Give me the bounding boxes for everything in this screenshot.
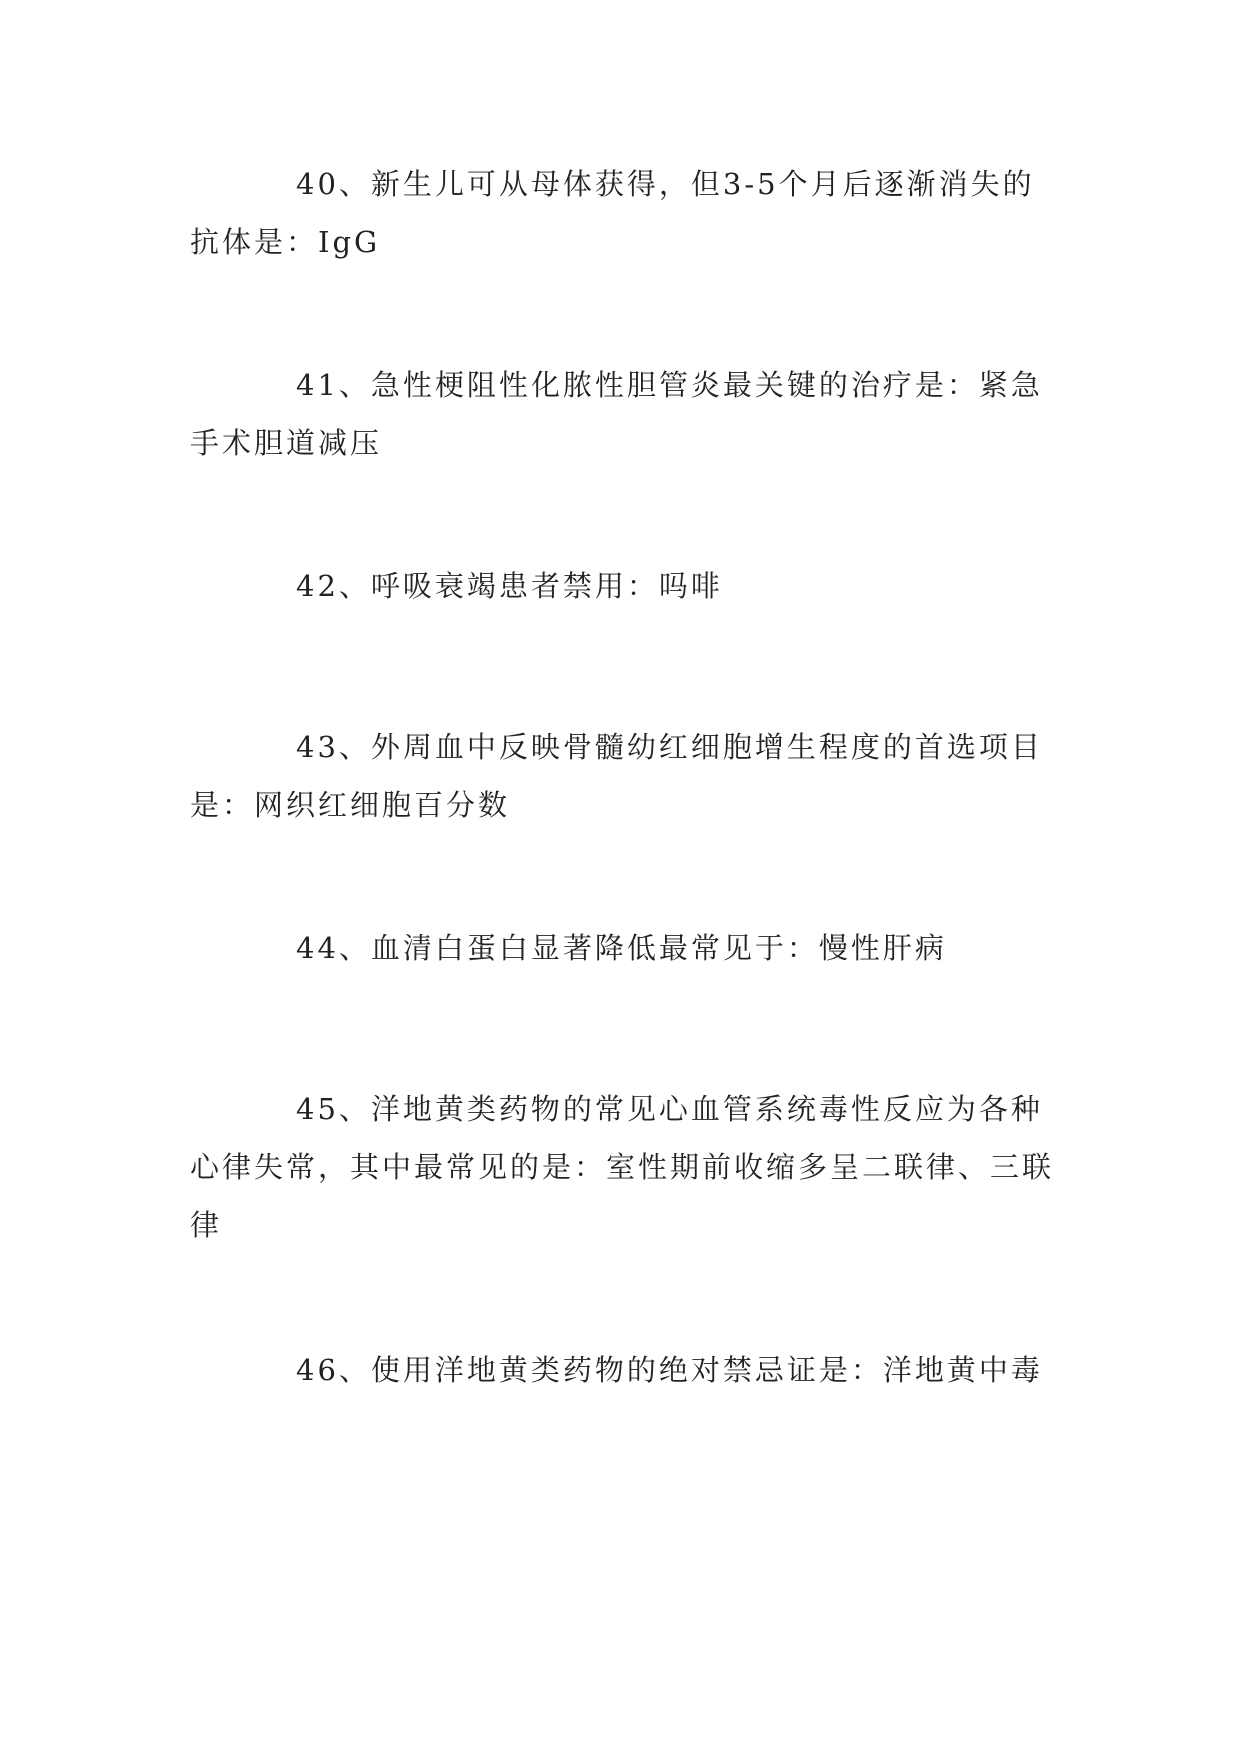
- qa-item-44: 44、血清白蛋白显著降低最常见于：慢性肝病: [296, 931, 947, 965]
- qa-item-41: 41、急性梗阻性化脓性胆管炎最关键的治疗是：紧急手术胆道减压: [190, 368, 1043, 460]
- qa-item-42: 42、呼吸衰竭患者禁用：吗啡: [296, 569, 723, 603]
- qa-item-46: 46、使用洋地黄类药物的绝对禁忌证是：洋地黄中毒: [296, 1353, 1043, 1387]
- qa-item-40: 40、新生儿可从母体获得，但3-5个月后逐渐消失的抗体是：IgG: [190, 167, 1035, 259]
- qa-item-43: 43、外周血中反映骨髓幼红细胞增生程度的首选项目是：网织红细胞百分数: [190, 730, 1043, 822]
- qa-item-45: 45、洋地黄类药物的常见心血管系统毒性反应为各种心律失常，其中最常见的是：室性期前收缩多呈二联律、三联律: [190, 1092, 1055, 1242]
